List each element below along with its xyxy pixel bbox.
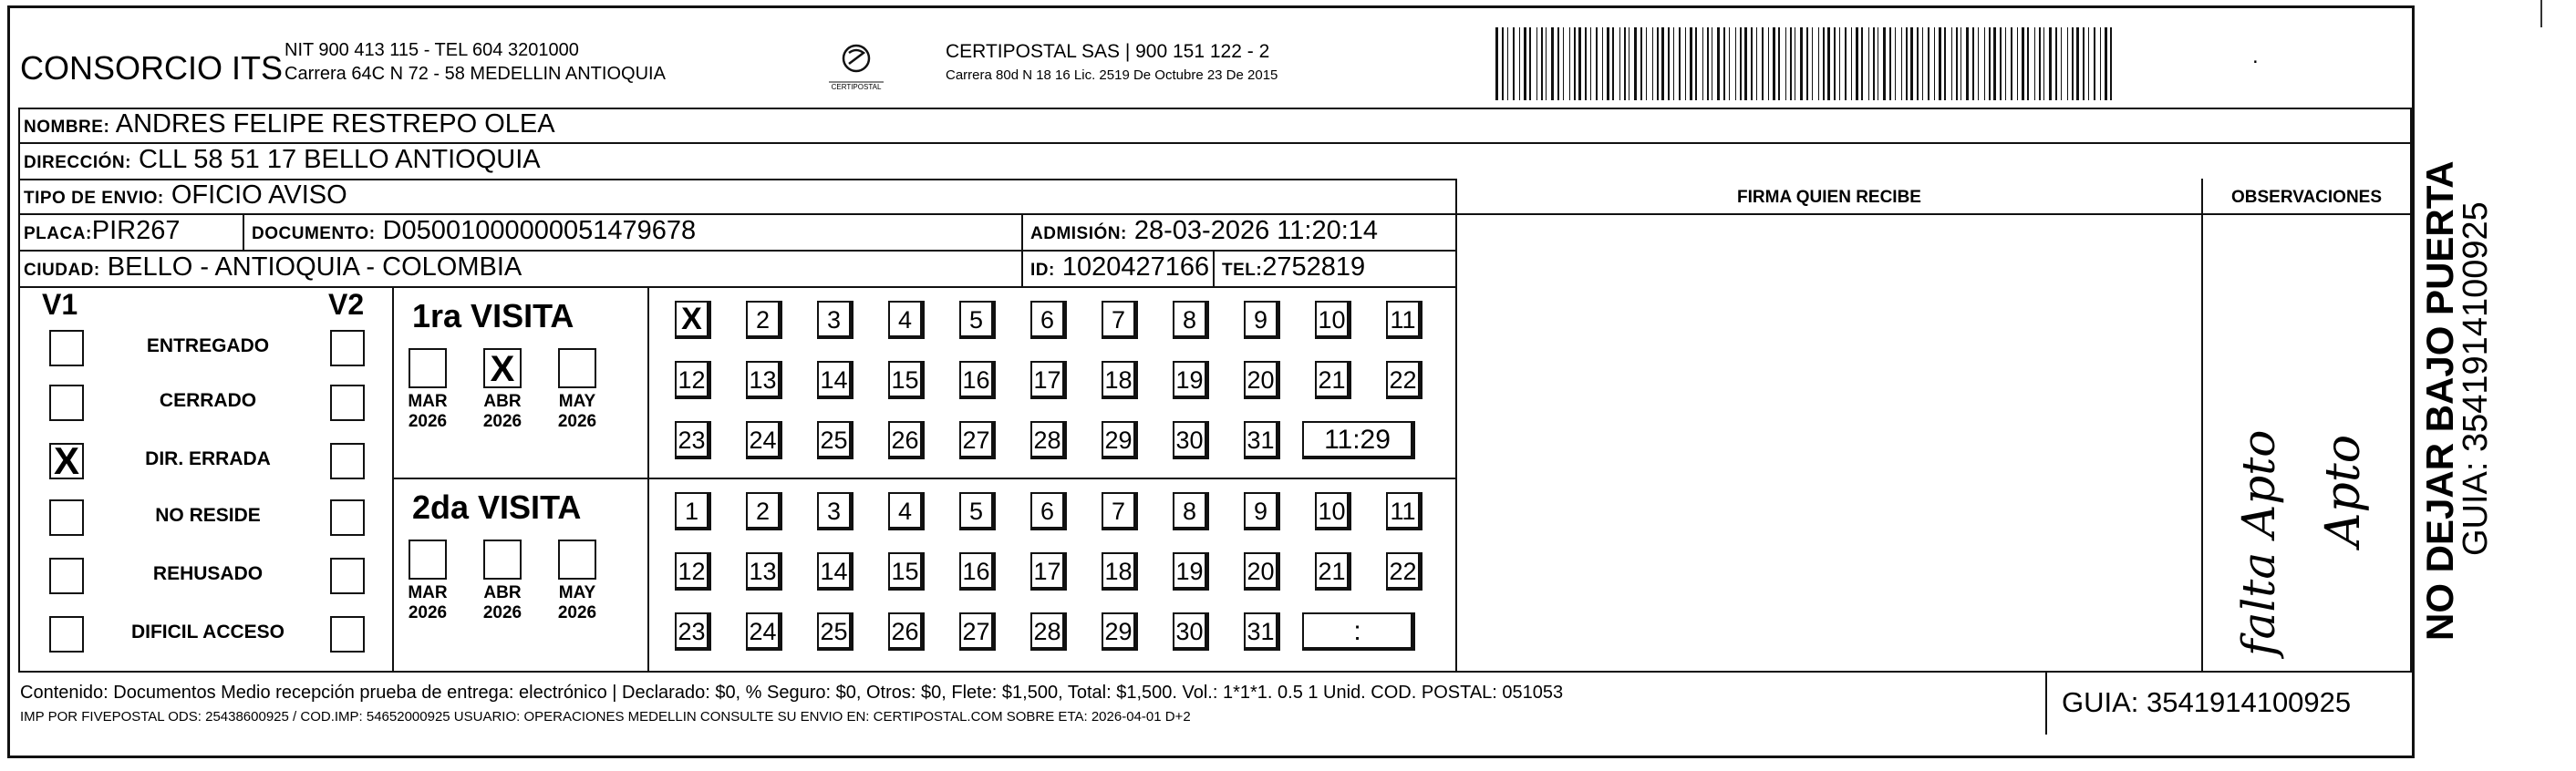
status-v1-checkbox <box>49 330 84 366</box>
visit2-month-label: ABR <box>483 583 522 602</box>
observaciones-header: OBSERVACIONES <box>2230 188 2383 207</box>
status-v1-checkbox <box>49 616 84 653</box>
visit2-day-box: 11 <box>1386 492 1422 530</box>
status-v2-checkbox <box>330 616 365 653</box>
visit2-day-box: 10 <box>1315 492 1351 530</box>
id-label: ID: <box>1030 261 1055 280</box>
visit1-day-box: 17 <box>1030 361 1067 399</box>
certipostal-info <box>946 40 1278 87</box>
header-dot: . <box>2252 44 2259 68</box>
visit1-month-year: 2026 <box>408 412 448 431</box>
visit2-month-checkbox <box>409 540 447 580</box>
visit2-day-box: 8 <box>1173 492 1209 530</box>
visit2-day-box: 19 <box>1173 552 1209 591</box>
barcode <box>1495 27 2116 100</box>
certipostal-logo-icon <box>825 40 887 95</box>
visit2-month-year: 2026 <box>408 603 448 622</box>
visit2-day-box: 4 <box>888 492 925 530</box>
visit1-title: 1ra VISITA <box>412 297 574 334</box>
tel-value: 2752819 <box>1262 252 1366 282</box>
placa-value: PIR267 <box>91 216 181 245</box>
status-label: CERRADO <box>159 390 257 411</box>
v2-header: V2 <box>328 288 365 321</box>
visit1-day-box: 21 <box>1315 361 1351 399</box>
visit2-day-box: 29 <box>1102 612 1138 651</box>
visit1-day-box: 31 <box>1244 421 1280 459</box>
visit1-day-box: 30 <box>1173 421 1209 459</box>
nombre-row <box>24 109 555 139</box>
tel-label: TEL: <box>1222 261 1263 280</box>
visit1-month-checkbox: X <box>483 348 522 388</box>
visit1-month-label: MAY <box>558 392 596 411</box>
certipostal-logo-text: CERTIPOSTAL <box>831 83 882 91</box>
visit1-day-box: 7 <box>1102 301 1138 339</box>
visit1-time-box: 11:29 <box>1302 421 1415 459</box>
visit2-day-box: 22 <box>1386 552 1422 591</box>
direccion-row <box>24 145 541 175</box>
visit1-day-box: 11 <box>1386 301 1422 339</box>
documento-value: D05001000000051479678 <box>382 216 697 245</box>
status-v2-checkbox <box>330 558 365 594</box>
certipostal-line1: CERTIPOSTAL SAS | 900 151 122 - 2 <box>946 41 1270 62</box>
visit2-day-box: 14 <box>817 552 853 591</box>
visit1-day-box: 10 <box>1315 301 1351 339</box>
status-v1-checkbox: X <box>49 443 84 479</box>
visit1-day-box: 2 <box>746 301 782 339</box>
visit2-month-checkbox <box>483 540 522 580</box>
id-field <box>1030 252 1209 283</box>
visit1-day-box: 16 <box>959 361 996 399</box>
observation-handwriting-2: Apto <box>2316 434 2371 547</box>
direccion-label: DIRECCIÓN: <box>24 153 131 172</box>
tel-field <box>1222 252 1365 283</box>
tipo-row <box>24 180 347 211</box>
visit2-day-box: 6 <box>1030 492 1067 530</box>
visit2-day-box: 1 <box>675 492 711 530</box>
visit2-day-box: 17 <box>1030 552 1067 591</box>
visit2-day-box: 31 <box>1244 612 1280 651</box>
footer-print-info: IMP POR FIVEPOSTAL ODS: 25438600925 / COD.IMP: 54652000925 USUARIO: OPERACIONES MEDELLIN CONSULTE SU ENVIO EN: CERTIPOSTAL.COM SOBRE ETA: 2026-04-01 D+2 <box>20 709 1191 725</box>
visit2-title: 2da VISITA <box>412 488 582 526</box>
visit1-month-label: MAR <box>408 392 448 411</box>
documento-label: DOCUMENTO: <box>252 224 376 243</box>
side-guia: GUIA: 3541914100925 <box>2457 201 2495 556</box>
admision-field <box>1030 216 1378 246</box>
visit1-day-box: 14 <box>817 361 853 399</box>
visit2-day-box: 13 <box>746 552 782 591</box>
visit1-day-box: 15 <box>888 361 925 399</box>
firma-header: FIRMA QUIEN RECIBE <box>1737 188 1921 207</box>
visit1-day-box: 18 <box>1102 361 1138 399</box>
placa-field <box>24 216 181 246</box>
visit1-day-box: 8 <box>1173 301 1209 339</box>
visit1-day-box: 29 <box>1102 421 1138 459</box>
status-v2-checkbox <box>330 443 365 479</box>
visit2-day-box: 25 <box>817 612 853 651</box>
visit1-day-box: 28 <box>1030 421 1067 459</box>
status-v2-checkbox <box>330 330 365 366</box>
visit1-day-box: 3 <box>817 301 853 339</box>
visit1-day-box: X <box>675 301 711 339</box>
visit2-day-box: 21 <box>1315 552 1351 591</box>
visit1-month-label: ABR <box>483 392 522 411</box>
visit1-day-box: 23 <box>675 421 711 459</box>
status-v2-checkbox <box>330 385 365 421</box>
documento-field <box>252 216 696 246</box>
visit2-day-box: 20 <box>1244 552 1280 591</box>
visit2-day-box: 9 <box>1244 492 1280 530</box>
status-label: DIFICIL ACCESO <box>130 622 284 642</box>
visit2-month-year: 2026 <box>557 603 597 622</box>
nombre-label: NOMBRE: <box>24 118 110 137</box>
nombre-value: ANDRES FELIPE RESTREPO OLEA <box>115 109 555 139</box>
visit2-day-box: 3 <box>817 492 853 530</box>
visit2-day-box: 30 <box>1173 612 1209 651</box>
visit2-time-box: : <box>1302 612 1415 651</box>
admision-label: ADMISIÓN: <box>1030 224 1127 243</box>
visit1-day-box: 13 <box>746 361 782 399</box>
direccion-value: CLL 58 51 17 BELLO ANTIOQUIA <box>139 145 541 174</box>
corner-mark <box>2540 0 2542 27</box>
status-label: REHUSADO <box>152 563 264 584</box>
footer-content: Contenido: Documentos Medio recepción prueba de entrega: electrónico | Declarado: $0, % Seguro: $0, Otros: $0, Flete: $1,500, Total: $1,500. Vol.: 1*1*1. 0.5 1 Unid. COD. POSTAL: 051053 <box>20 683 1564 703</box>
visit2-month-year: 2026 <box>482 603 522 622</box>
status-v1-checkbox <box>49 499 84 536</box>
visit2-day-box: 24 <box>746 612 782 651</box>
status-v2-checkbox <box>330 499 365 536</box>
ciudad-label: CIUDAD: <box>24 261 100 280</box>
ciudad-field <box>24 252 522 283</box>
visit2-month-label: MAR <box>408 583 448 602</box>
visit2-day-box: 28 <box>1030 612 1067 651</box>
visit1-month-year: 2026 <box>482 412 522 431</box>
v1-header: V1 <box>42 288 78 321</box>
visit2-day-box: 12 <box>675 552 711 591</box>
tipo-value: OFICIO AVISO <box>171 180 347 210</box>
visit1-day-box: 6 <box>1030 301 1067 339</box>
visit1-month-checkbox <box>558 348 596 388</box>
id-value: 1020427166 <box>1061 252 1210 282</box>
status-label: ENTREGADO <box>146 335 270 356</box>
no-dejar-notice: NO DEJAR BAJO PUERTA <box>2418 160 2461 641</box>
visit2-day-box: 16 <box>959 552 996 591</box>
status-v1-checkbox <box>49 558 84 594</box>
visit2-day-box: 23 <box>675 612 711 651</box>
visit2-month-checkbox <box>558 540 596 580</box>
status-v1-checkbox <box>49 385 84 421</box>
visit2-day-box: 18 <box>1102 552 1138 591</box>
visit1-day-box: 5 <box>959 301 996 339</box>
visit1-day-box: 12 <box>675 361 711 399</box>
status-label: DIR. ERRADA <box>145 448 271 469</box>
nit-line: NIT 900 413 115 - TEL 604 3201000 <box>284 40 579 60</box>
visit1-day-box: 22 <box>1386 361 1422 399</box>
ciudad-value: BELLO - ANTIOQUIA - COLOMBIA <box>107 252 522 282</box>
visit2-day-box: 7 <box>1102 492 1138 530</box>
status-label: NO RESIDE <box>155 505 261 526</box>
company-name: CONSORCIO ITS <box>20 49 284 87</box>
visit1-day-box: 4 <box>888 301 925 339</box>
visit1-day-box: 19 <box>1173 361 1209 399</box>
visit1-day-box: 24 <box>746 421 782 459</box>
visit1-day-box: 25 <box>817 421 853 459</box>
visit2-month-label: MAY <box>558 583 596 602</box>
footer-guia: GUIA: 3541914100925 <box>2045 671 2412 735</box>
tipo-label: TIPO DE ENVIO: <box>24 189 164 208</box>
visit2-day-box: 27 <box>959 612 996 651</box>
admision-value: 28-03-2026 11:20:14 <box>1133 216 1379 245</box>
visit1-day-box: 27 <box>959 421 996 459</box>
visit1-month-year: 2026 <box>557 412 597 431</box>
placa-label: PLACA: <box>24 224 92 243</box>
visit1-day-box: 26 <box>888 421 925 459</box>
visit2-day-box: 26 <box>888 612 925 651</box>
visit2-day-box: 5 <box>959 492 996 530</box>
company-info <box>284 38 666 86</box>
visit2-day-box: 15 <box>888 552 925 591</box>
certipostal-line2: Carrera 80d N 18 16 Lic. 2519 De Octubre 23 De 2015 <box>946 67 1278 83</box>
visit1-day-box: 9 <box>1244 301 1280 339</box>
visit1-day-box: 20 <box>1244 361 1280 399</box>
address-line: Carrera 64C N 72 - 58 MEDELLIN ANTIOQUIA <box>284 64 666 84</box>
visit2-day-box: 2 <box>746 492 782 530</box>
observation-handwriting-1: falta Apto <box>2232 429 2285 656</box>
visit1-month-checkbox <box>409 348 447 388</box>
